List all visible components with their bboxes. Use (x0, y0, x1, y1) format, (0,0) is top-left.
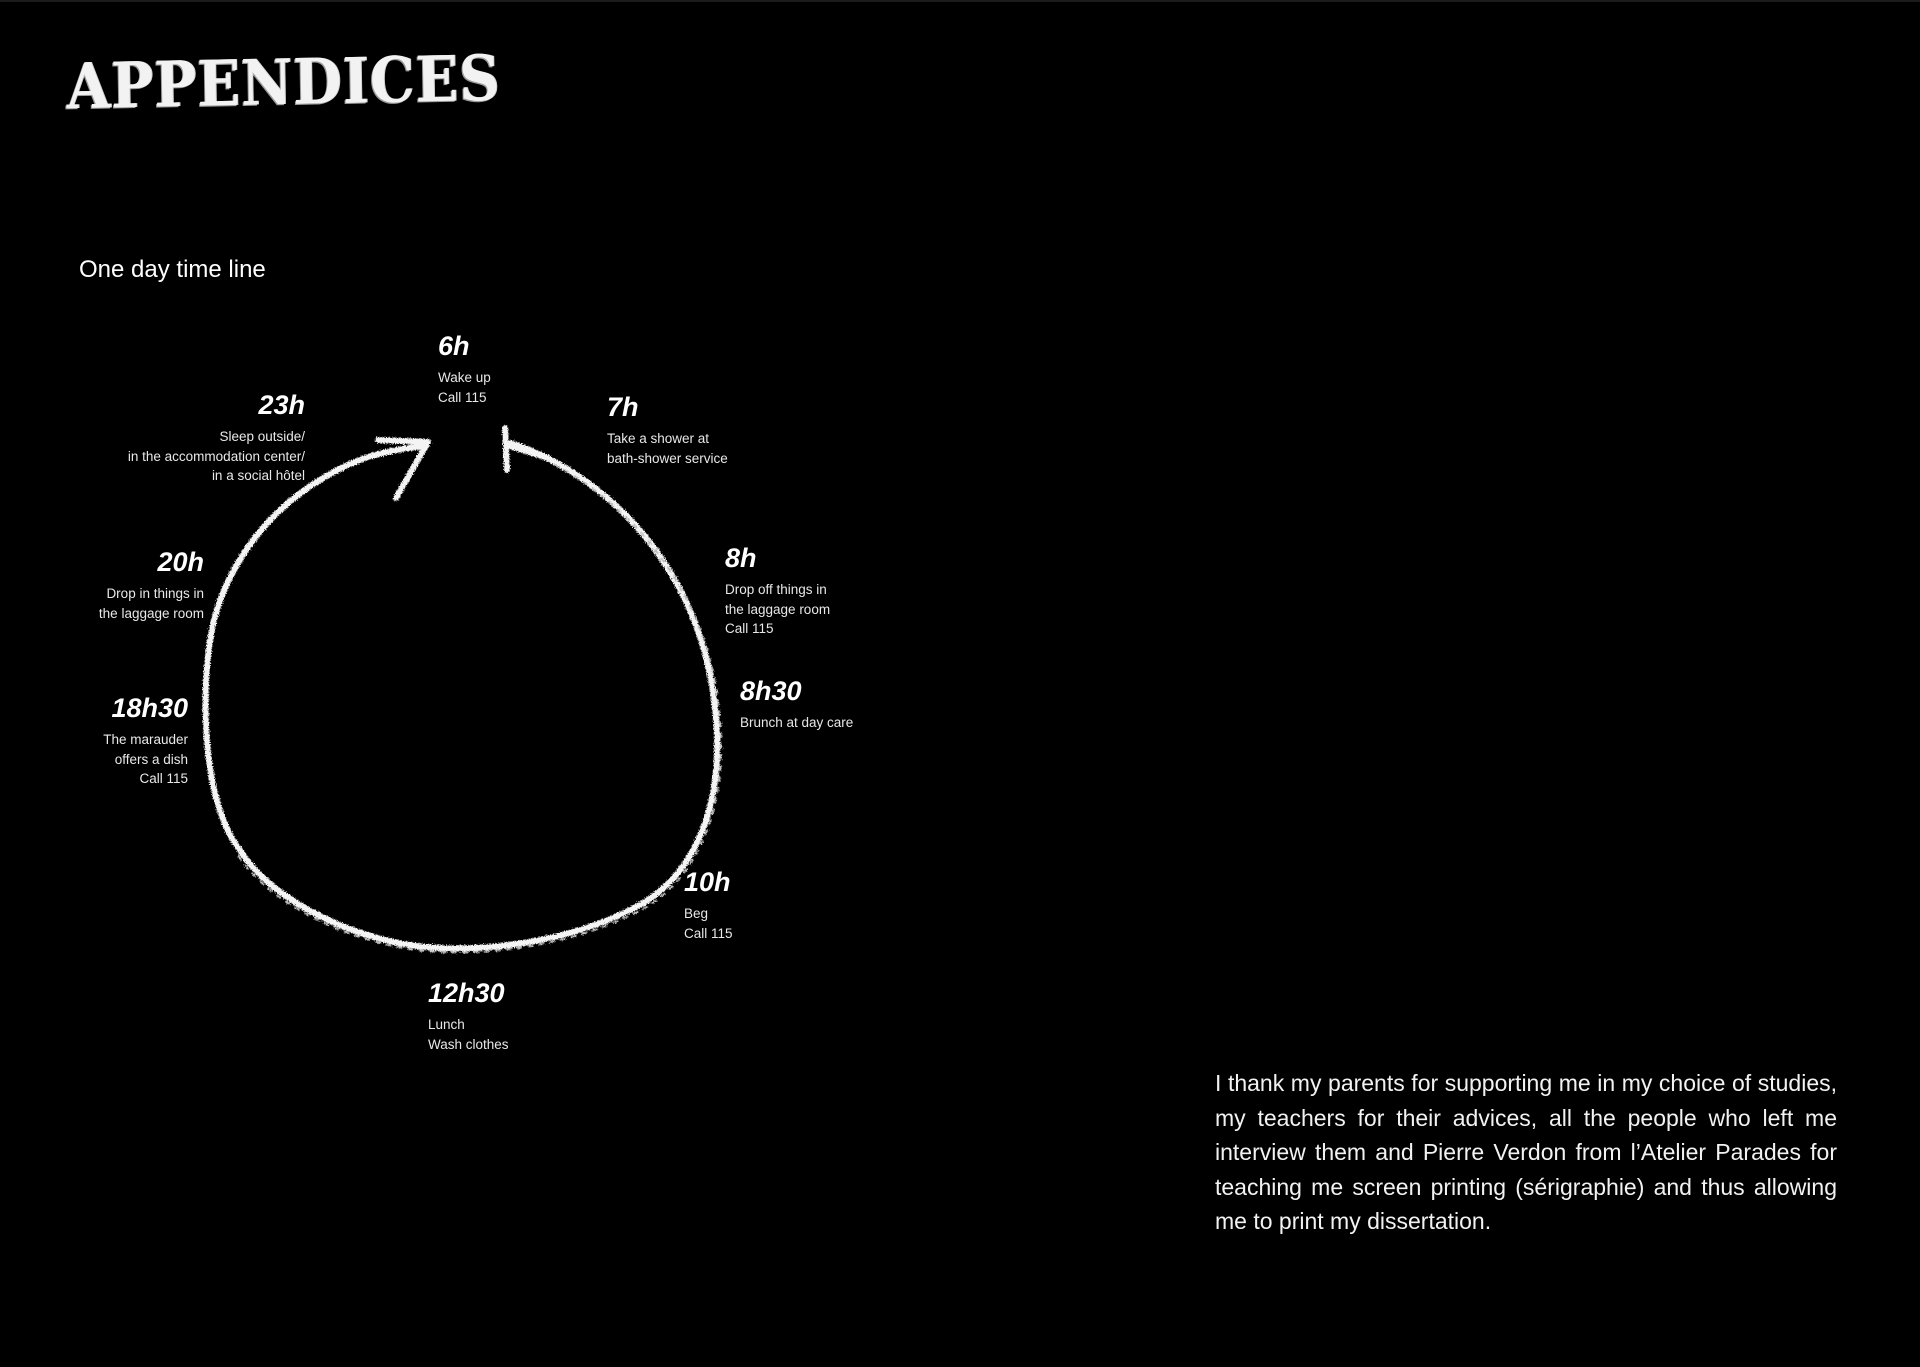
timeline-stop-23h (128, 389, 305, 486)
timeline-stop-10h (684, 866, 733, 943)
stop-time: 7h (607, 392, 639, 422)
cycle-arrow (206, 428, 722, 952)
stop-time: 8h30 (740, 676, 802, 706)
cycle-arc (206, 443, 718, 948)
acknowledgements-text: I thank my parents for supporting me in my choice of studies, my teachers for their advices, all the people who left me interview them and Pierre Verdon from l’Atelier Parades for teaching me screen printing (sérigraphie) and thus allowing me to print my dissertation. (1215, 1070, 1837, 1235)
timeline-stop-8h30 (740, 675, 853, 733)
stop-description: Take a shower at bath-shower service (607, 431, 728, 466)
stop-time: 23h (258, 390, 305, 420)
stop-time: 10h (684, 867, 731, 897)
stop-description: Wake up Call 115 (438, 370, 491, 405)
timeline-stop-18h30 (103, 692, 188, 789)
timeline-stop-12h30 (428, 977, 509, 1054)
timeline-stop-7h (607, 391, 728, 468)
stop-time: 6h (438, 331, 470, 361)
stop-description: The marauder offers a dish Call 115 (103, 732, 188, 787)
stop-description: Beg Call 115 (684, 906, 733, 941)
stop-description: Drop off things in the laggage room Call 115 (725, 582, 831, 637)
timeline-stop-20h (99, 546, 204, 623)
arrowhead-right (505, 428, 548, 470)
cycle-arc-texture (236, 447, 721, 952)
stop-time: 20h (157, 547, 204, 577)
stop-time: 12h30 (428, 978, 505, 1008)
stop-time: 18h30 (111, 693, 188, 723)
stop-time: 8h (725, 543, 757, 573)
section-title: One day time line (79, 256, 266, 283)
timeline-stop-6h (438, 330, 491, 407)
stop-description: Lunch Wash clothes (428, 1017, 509, 1052)
timeline-stop-8h (725, 542, 830, 639)
stop-description: Sleep outside/ in the accommodation center/ in a social hôtel (127, 429, 305, 484)
stop-description: Drop in things in the laggage room (98, 586, 204, 621)
stop-description: Brunch at day care (740, 715, 854, 731)
page-title: APPENDICES (66, 41, 502, 124)
